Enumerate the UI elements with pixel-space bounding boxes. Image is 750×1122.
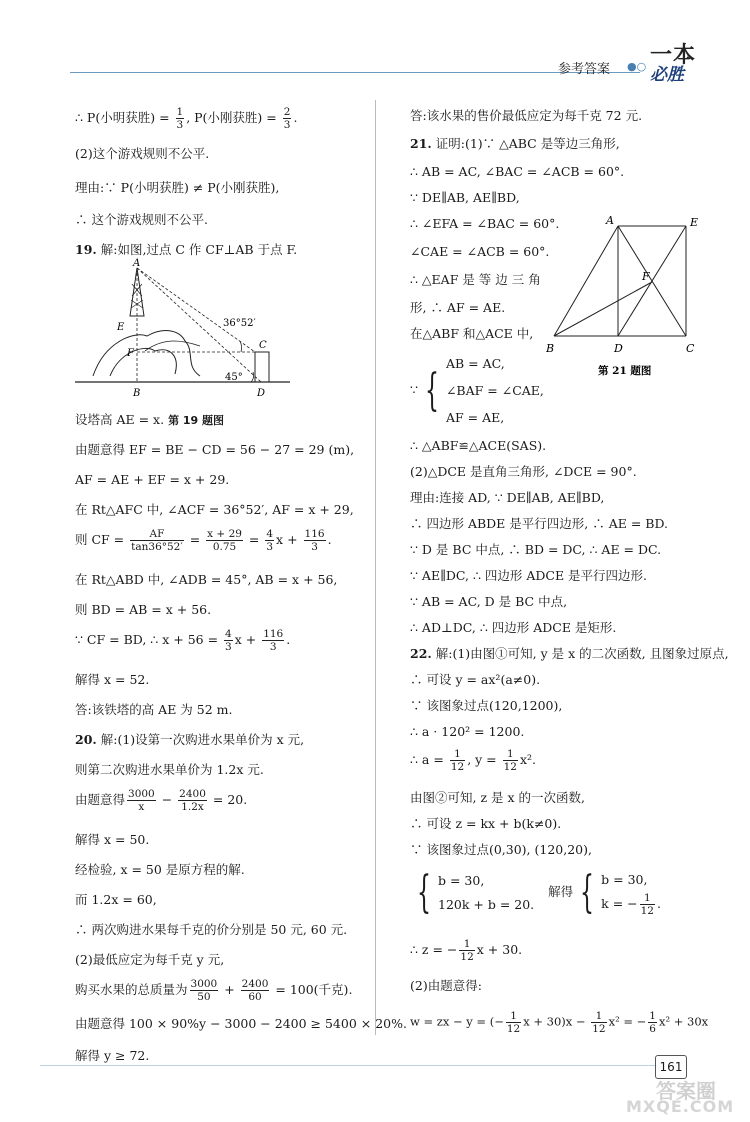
answer-line: ∵ AE∥DC, ∴ 四边形 ADCE 是平行四边形.	[410, 568, 648, 583]
section-title: 参考答案	[558, 62, 611, 77]
watermark-logo: 答案圈 MXQE.COM	[626, 1079, 735, 1116]
point-label-C: C	[686, 342, 695, 355]
answer-line: ∵ D 是 BC 中点, ∴ BD = DC, ∴ AE = DC.	[410, 542, 662, 557]
point-label-F: F	[642, 270, 650, 283]
answer-line: ∠CAE = ∠ACB = 60°.	[410, 244, 550, 259]
brand-logo	[648, 38, 708, 84]
page-number: 161	[655, 1055, 687, 1079]
answer-line: 则第二次购进水果单价为 1.2x 元.	[75, 762, 264, 777]
answer-line: ∴ 两次购进水果每千克的价分别是 50 元, 60 元.	[75, 922, 348, 937]
logo-top: 一本	[650, 42, 697, 68]
answer-line: 由题意得 $\frac{3000}{x}$ − $\frac{2400}{1.2x}$ = 20.	[75, 788, 248, 813]
answer-line: 理由:连接 AD, ∵ DE∥AB, AE∥BD,	[410, 490, 605, 505]
question-21-heading: 21. 证明:(1)∵ △ABC 是等边三角形,	[410, 136, 620, 151]
figure-caption: 第 19 题图	[168, 414, 225, 427]
header-dots: ●○	[627, 60, 647, 73]
answer-line: ∴ z = − $\frac{1}{12}$ x + 30.	[410, 938, 523, 963]
answer-line: ∵ 该图象过点(120,1200),	[410, 698, 563, 713]
answer-line: 理由:∵ P(小明获胜) ≠ P(小刚获胜),	[75, 180, 280, 195]
answer-line: 由题意得 100 × 90%y − 3000 − 2400 ≥ 5400 × 20%.	[75, 1016, 407, 1031]
equation-system: ∵ { AB = AC, ∠BAF = ∠CAE, AF = AE,	[410, 356, 544, 425]
point-label-B: B	[546, 342, 555, 355]
question-19-heading: 19. 解:如图,过点 C 作 CF⊥AB 于点 F.	[75, 242, 298, 257]
answer-line: ∴ 四边形 ABDE 是平行四边形, ∴ AE = BD.	[410, 516, 669, 531]
answer-line: 设塔高 AE = x. 第 19 题图	[75, 412, 225, 427]
answer-line: ∴ AB = AC, ∠BAC = ∠ACB = 60°.	[410, 164, 625, 179]
answer-line: (2)由题意得:	[410, 978, 482, 993]
answer-line: ∴ 可设 y = ax²(a≠0).	[410, 672, 541, 687]
answer-line: 由图②可知, z 是 x 的一次函数,	[410, 790, 585, 805]
answer-line: 解得 x = 50.	[75, 832, 150, 847]
answer-line: 答:该铁塔的高 AE 为 52 m.	[75, 702, 233, 717]
answer-line: (2)最低应定为每千克 y 元,	[75, 952, 225, 967]
answer-line: 在 Rt△ABD 中, ∠ADB = 45°, AB = x + 56,	[75, 572, 338, 587]
header-rule	[70, 72, 640, 73]
answer-line: 则 BD = AB = x + 56.	[75, 602, 212, 617]
point-label-D: D	[614, 342, 623, 355]
answer-line: ∵ CF = BD, ∴ x + 56 = $\frac{4}{3}$ x + $\frac{116}{3}$ .	[75, 628, 291, 653]
answer-line: ∴ △EAF 是 等 边 三 角	[410, 272, 541, 287]
answer-line: 解得 x = 52.	[75, 672, 150, 687]
answer-line: 则 CF = $\frac{AF}{\tan 36^\circ 52'}$ = $\frac{x + 29}{0.75}$ = $\frac{4}{3}$ x + $\frac{116}{3}$ .	[75, 528, 332, 553]
logo-bottom: 必胜	[650, 65, 684, 85]
footer-rule	[40, 1065, 660, 1066]
answer-line: AF = AE + EF = x + 29.	[75, 472, 230, 487]
answer-line: 经检验, x = 50 是原方程的解.	[75, 862, 245, 877]
answer-line: ∴ P(小明获胜) = $\frac{1}{3}$ , P(小刚获胜) = $\frac{2}{3}$ .	[75, 106, 298, 131]
answer-line: 由题意得 EF = BE − CD = 56 − 27 = 29 (m),	[75, 442, 355, 457]
answer-line: ∴ a · 120² = 1200.	[410, 724, 525, 739]
answer-line: ∵ DE∥AB, AE∥BD,	[410, 190, 520, 205]
angle-label: 36°52′	[223, 318, 256, 329]
answer-line: ∴ AD⊥DC, ∴ 四边形 ADCE 是矩形.	[410, 620, 617, 635]
answer-line: ∴ 这个游戏规则不公平.	[75, 212, 208, 227]
answer-line: 购买水果的总质量为 $\frac{3000}{50}$ + $\frac{2400}{60}$ = 100(千克).	[75, 978, 353, 1003]
figure-21-geometry-diagram	[546, 212, 706, 382]
answer-line: ∴ a = $\frac{1}{12}$ , y = $\frac{1}{12}$ x².	[410, 748, 537, 773]
point-label-D: D	[257, 388, 266, 399]
question-20-heading: 20. 解:(1)设第一次购进水果单价为 x 元,	[75, 732, 305, 747]
answer-line: ∴ ∠EFA = ∠BAC = 60°.	[410, 216, 560, 231]
point-label-A: A	[606, 214, 614, 227]
answer-line: ∴ 可设 z = kx + b(k≠0).	[410, 816, 562, 831]
answer-line: 在△ABF 和△ACE 中,	[410, 326, 534, 341]
answer-line: ∵ 该图象过点(0,30), (120,20),	[410, 842, 592, 857]
answer-line: 解得 y ≥ 72.	[75, 1048, 150, 1063]
point-label-E: E	[690, 216, 699, 229]
angle-label: 45°	[225, 372, 243, 383]
point-label-F: F	[127, 348, 134, 359]
answer-line: 答:该水果的售价最低应定为每千克 72 元.	[410, 108, 643, 123]
answer-line: 在 Rt△AFC 中, ∠ACF = 36°52′, AF = x + 29,	[75, 502, 354, 517]
equation-system: { b = 30, 120k + b = 20. 解得 { b = 30, k = − $\frac{1}{12}$ .	[417, 866, 661, 918]
figure-19-tower-diagram	[75, 256, 295, 406]
answer-line: (2)这个游戏规则不公平.	[75, 146, 210, 161]
point-label-E: E	[117, 322, 125, 333]
question-22-heading: 22. 解:(1)由图①可知, y 是 x 的二次函数, 且图象过原点,	[410, 646, 729, 661]
point-label-B: B	[133, 388, 141, 399]
answer-line: 而 1.2x = 60,	[75, 892, 157, 907]
figure-caption: 第 21 题图	[598, 365, 652, 377]
answer-line: ∵ AB = AC, D 是 BC 中点,	[410, 594, 568, 609]
answer-line: ∴ △ABF≌△ACE(SAS).	[410, 438, 547, 453]
answer-line: w = zx − y = (− $\frac{1}{12}$ x + 30)x − $\frac{1}{12}$ x² = − $\frac{1}{6}$ x² + 30x	[410, 1010, 709, 1035]
answer-line: 形, ∴ AF = AE.	[410, 300, 506, 315]
point-label-A: A	[133, 258, 141, 269]
point-label-C: C	[259, 340, 267, 351]
answer-line: (2)△DCE 是直角三角形, ∠DCE = 90°.	[410, 464, 637, 479]
column-divider	[375, 100, 376, 1035]
